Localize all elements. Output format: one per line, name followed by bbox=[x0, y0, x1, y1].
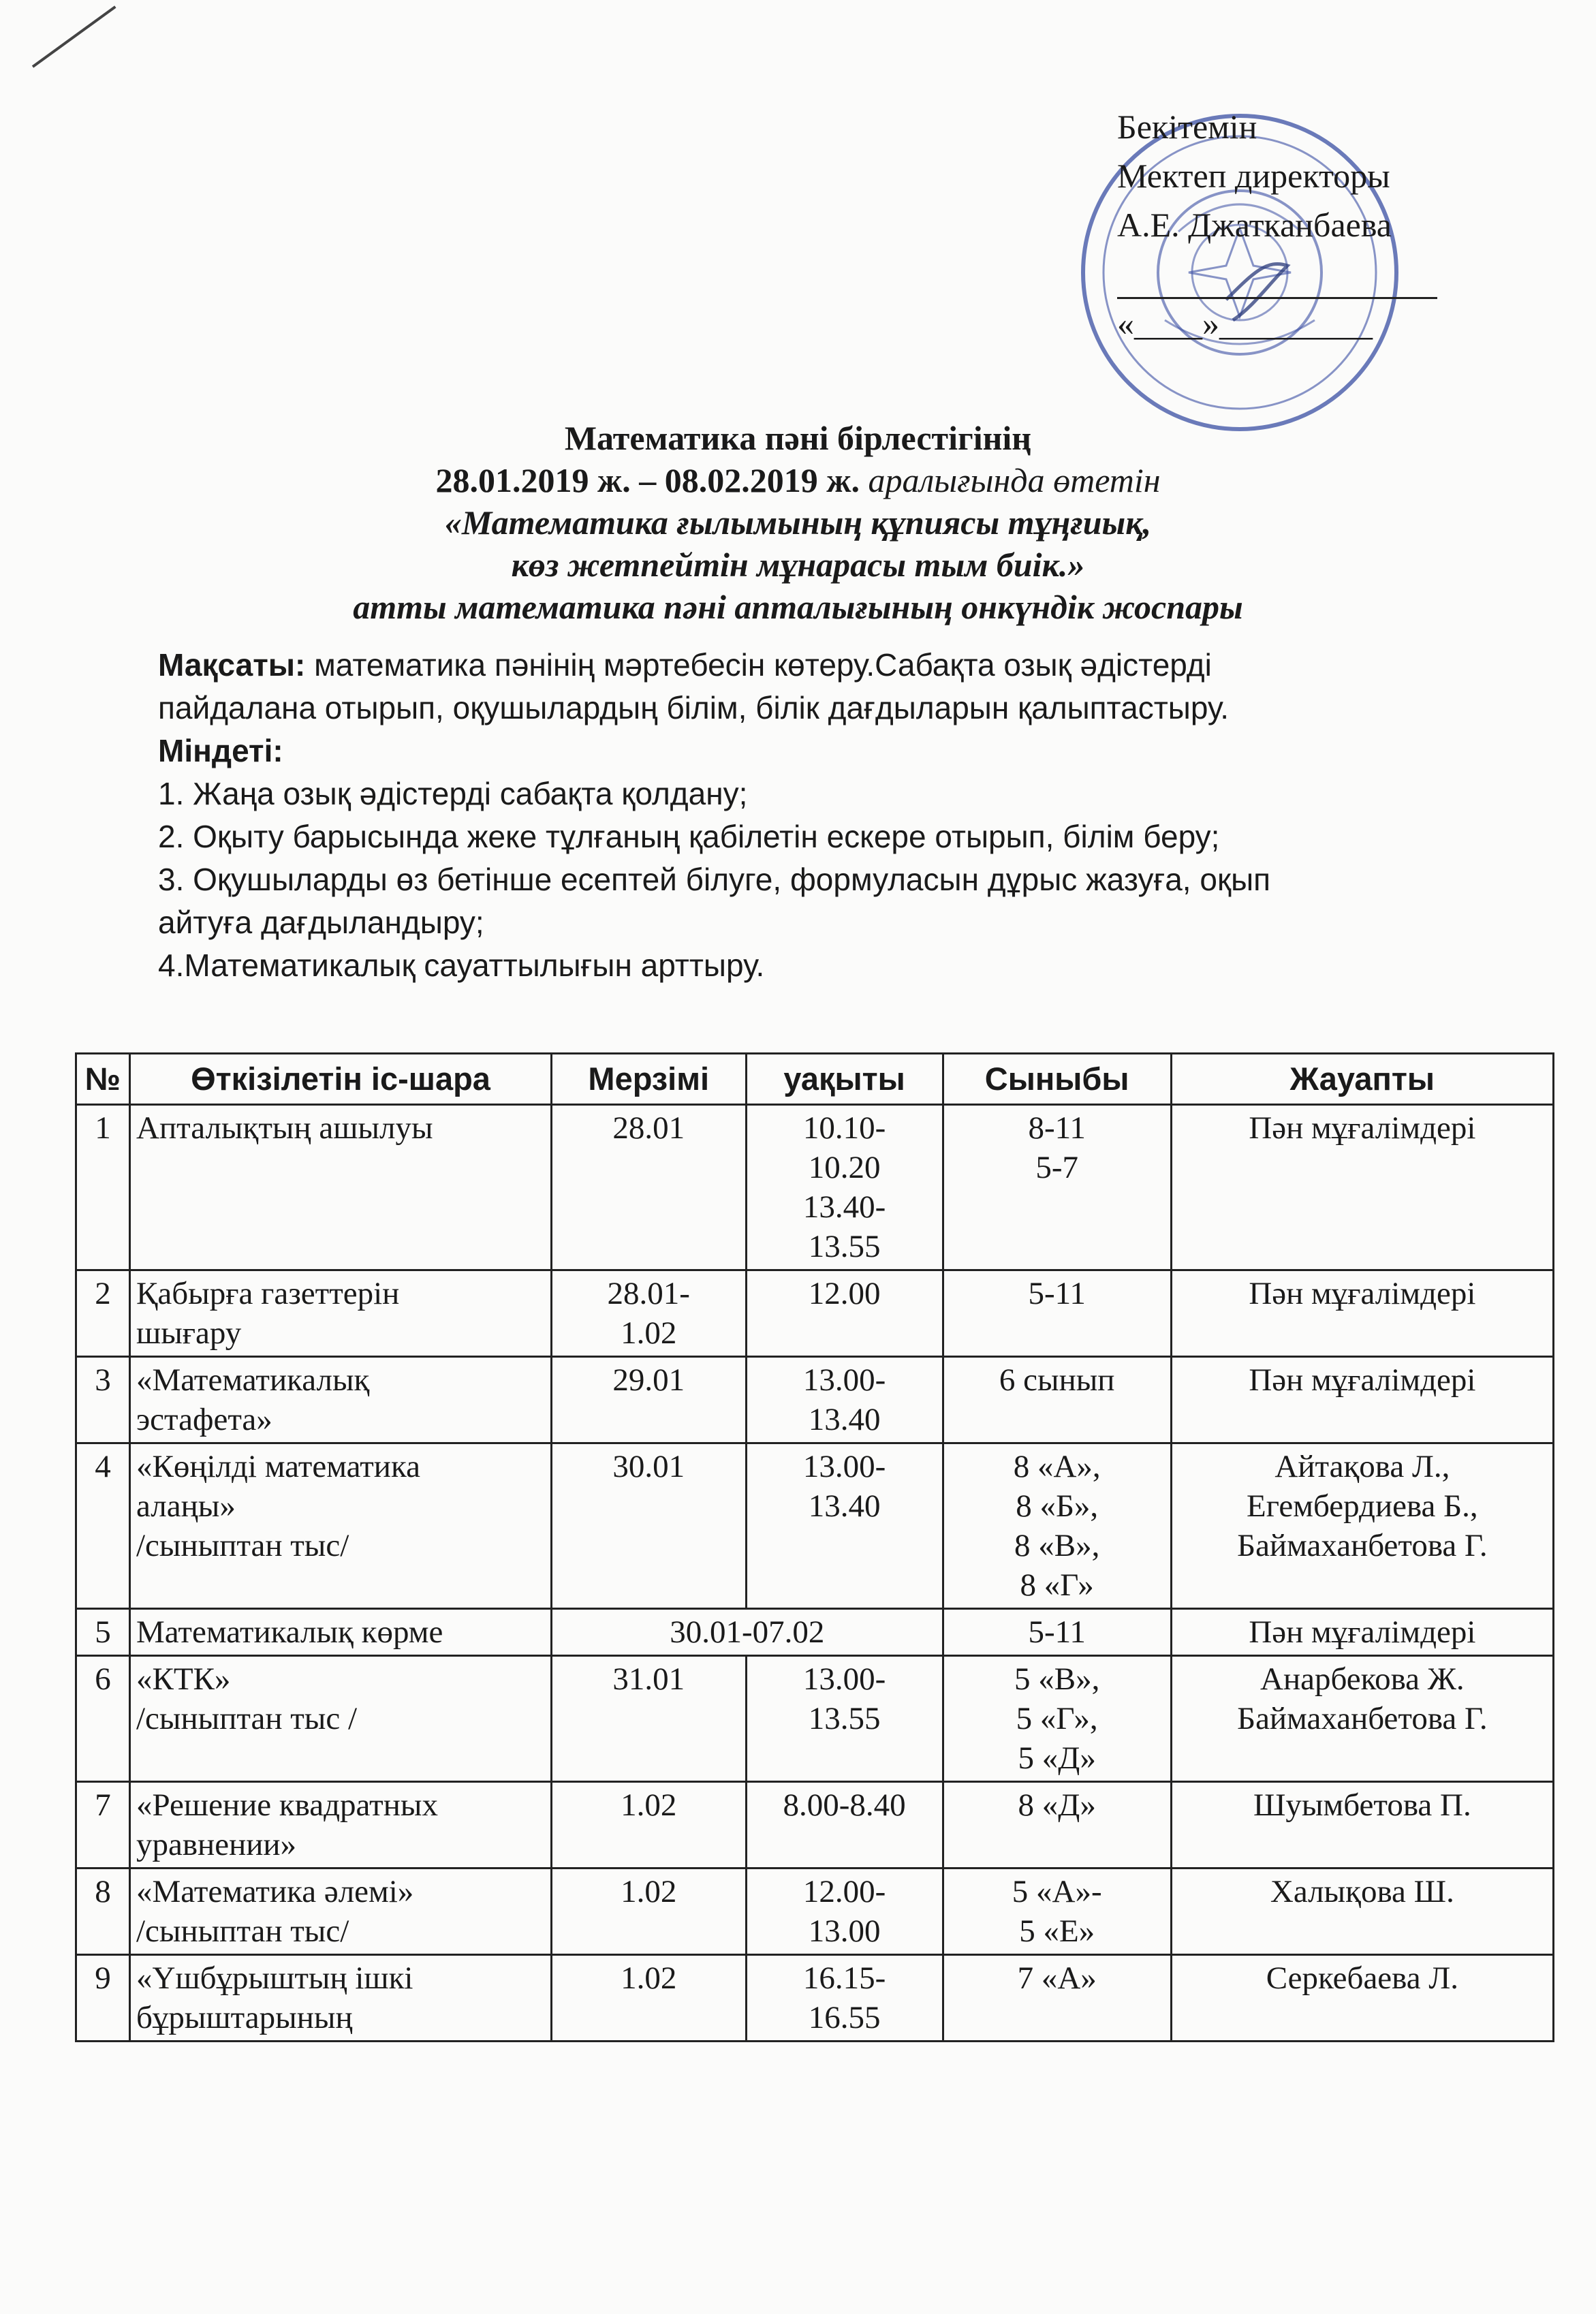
date-cell-line: 1.02 bbox=[621, 1960, 677, 1996]
row-number: 6 bbox=[76, 1656, 130, 1782]
table-row bbox=[76, 1609, 1554, 1656]
row-number: 3 bbox=[76, 1357, 130, 1443]
responsible-cell-line: Егембердиева Б., bbox=[1247, 1488, 1478, 1524]
time-cell-line: 8.00-8.40 bbox=[783, 1787, 906, 1823]
signature-line bbox=[1117, 249, 1437, 299]
task-item: 2. Оқыту барысында жеке тұлғаның қабілетін ескере отырып, білім беру; bbox=[158, 819, 1220, 854]
event-cell-line: Математикалық көрме bbox=[136, 1614, 443, 1650]
date-cell bbox=[552, 1105, 747, 1270]
heading-dates: 28.01.2019 ж. – 08.02.2019 ж. bbox=[435, 461, 860, 499]
event-cell bbox=[130, 1782, 552, 1869]
approval-block bbox=[1117, 102, 1437, 348]
time-cell bbox=[746, 1270, 943, 1357]
heading-quote-2: көз жетпейтін мұнарасы тым биік.» bbox=[511, 546, 1085, 584]
event-cell bbox=[130, 1609, 552, 1656]
table-row bbox=[76, 1656, 1554, 1782]
event-cell-line: бұрыштарының bbox=[136, 2000, 353, 2035]
event-cell-line: шығару bbox=[136, 1315, 242, 1351]
responsible-cell-line: Баймаханбетова Г. bbox=[1237, 1528, 1488, 1563]
responsible-cell bbox=[1171, 1105, 1553, 1270]
responsible-cell bbox=[1171, 1270, 1553, 1357]
row-number: 9 bbox=[76, 1955, 130, 2042]
row-number: 4 bbox=[76, 1443, 130, 1609]
class-cell-line: 5 «Е» bbox=[1019, 1913, 1095, 1949]
responsible-cell bbox=[1171, 1443, 1553, 1609]
class-cell bbox=[943, 1955, 1171, 2042]
class-cell-line: 7 «А» bbox=[1017, 1960, 1097, 1996]
date-cell-line: 31.01 bbox=[612, 1661, 685, 1697]
time-cell bbox=[746, 1869, 943, 1955]
event-cell-line: Апталықтың ашылуы bbox=[136, 1110, 433, 1146]
responsible-cell bbox=[1171, 1357, 1553, 1443]
task-item: айтуға дағдыландыру; bbox=[158, 905, 484, 940]
time-cell-line: 12.00- bbox=[802, 1874, 886, 1909]
class-cell-line: 8 «Б», bbox=[1016, 1488, 1099, 1524]
heading-quote-1: «Математика ғылымының құпиясы тұңғиық, bbox=[444, 503, 1152, 542]
approval-title: Бекітемін bbox=[1117, 108, 1257, 146]
class-cell-line: 8 «В», bbox=[1014, 1528, 1100, 1563]
date-cell-line: 1.02 bbox=[621, 1874, 677, 1909]
date-cell bbox=[552, 1270, 747, 1357]
task-item: 4.Математикалық сауаттылығын арттыру. bbox=[158, 948, 765, 983]
task-item: 3. Оқушыларды өз бетінше есептей білуге, формуласын дұрыс жазуға, оқып bbox=[158, 862, 1271, 897]
responsible-cell-line: Серкебаева Л. bbox=[1266, 1960, 1458, 1996]
date-cell bbox=[552, 1357, 747, 1443]
task-item: 1. Жаңа озық әдістерді сабақта қолдану; bbox=[158, 776, 748, 811]
document-heading bbox=[0, 417, 1596, 628]
class-cell-line: 5 «В», bbox=[1014, 1661, 1100, 1697]
date-cell-line: 1.02 bbox=[621, 1787, 677, 1823]
event-cell-line: уравнении» bbox=[136, 1827, 297, 1862]
responsible-cell-line: Пән мұғалімдері bbox=[1249, 1110, 1476, 1146]
responsible-cell-line: Пән мұғалімдері bbox=[1249, 1362, 1476, 1398]
events-table bbox=[75, 1052, 1554, 2042]
header-class: Сыныбы bbox=[943, 1054, 1171, 1105]
header-time: уақыты bbox=[746, 1054, 943, 1105]
approval-date: «____»_________ bbox=[1117, 304, 1373, 343]
row-number: 2 bbox=[76, 1270, 130, 1357]
responsible-cell bbox=[1171, 1609, 1553, 1656]
row-number: 8 bbox=[76, 1869, 130, 1955]
datetime-cell: 30.01-07.02 bbox=[552, 1609, 943, 1656]
table-row bbox=[76, 1869, 1554, 1955]
class-cell-line: 5 «А»- bbox=[1012, 1874, 1102, 1909]
class-cell-line: 5-7 bbox=[1035, 1150, 1079, 1185]
table-row bbox=[76, 1782, 1554, 1869]
table-row bbox=[76, 1443, 1554, 1609]
responsible-cell-line: Айтақова Л., bbox=[1274, 1449, 1450, 1484]
goal-line-1 bbox=[158, 644, 1452, 687]
responsible-cell-line: Пән мұғалімдері bbox=[1249, 1614, 1476, 1650]
row-number: 5 bbox=[76, 1609, 130, 1656]
responsible-cell bbox=[1171, 1782, 1553, 1869]
event-cell-line: /сыныптан тыс / bbox=[136, 1701, 358, 1736]
heading-line-5: атты математика пәні апталығының онкүндік жоспары bbox=[353, 588, 1243, 626]
class-cell-line: 6 сынып bbox=[999, 1362, 1115, 1398]
time-cell-line: 12.00 bbox=[808, 1276, 881, 1311]
row-number: 1 bbox=[76, 1105, 130, 1270]
time-cell-line: 13.00- bbox=[802, 1661, 886, 1697]
goals-section bbox=[158, 644, 1452, 987]
date-cell-line: 1.02 bbox=[621, 1315, 677, 1351]
responsible-cell bbox=[1171, 1869, 1553, 1955]
time-cell bbox=[746, 1782, 943, 1869]
approval-signer: А.Е. Джатканбаева bbox=[1117, 206, 1392, 244]
date-cell-line: 28.01- bbox=[607, 1276, 690, 1311]
class-cell-line: 5 «Д» bbox=[1018, 1740, 1096, 1776]
responsible-cell-line: Баймаханбетова Г. bbox=[1237, 1701, 1488, 1736]
time-cell-line: 10.20 bbox=[808, 1150, 881, 1185]
date-cell bbox=[552, 1782, 747, 1869]
scan-mark bbox=[32, 5, 116, 67]
event-cell-line: эстафета» bbox=[136, 1402, 272, 1437]
event-cell bbox=[130, 1656, 552, 1782]
approval-position: Мектеп директоры bbox=[1117, 157, 1390, 195]
time-cell bbox=[746, 1105, 943, 1270]
class-cell-line: 5-11 bbox=[1028, 1276, 1086, 1311]
event-cell-line: «Көңілді математика bbox=[136, 1449, 420, 1484]
class-cell-line: 5 «Г», bbox=[1016, 1701, 1098, 1736]
header-event: Өткізілетін іс-шара bbox=[130, 1054, 552, 1105]
table-body bbox=[76, 1105, 1554, 2042]
table-row bbox=[76, 1270, 1554, 1357]
responsible-cell-line: Халықова Ш. bbox=[1270, 1874, 1454, 1909]
class-cell bbox=[943, 1105, 1171, 1270]
event-cell-line: Қабырға газеттерін bbox=[136, 1276, 400, 1311]
class-cell-line: 8-11 bbox=[1028, 1110, 1086, 1146]
goal-text-1: математика пәнінің мәртебесін көтеру.Сабақта озық әдістерді bbox=[305, 647, 1212, 683]
row-number: 7 bbox=[76, 1782, 130, 1869]
time-cell-line: 13.55 bbox=[808, 1229, 881, 1264]
class-cell-line: 5-11 bbox=[1028, 1614, 1086, 1650]
time-cell-line: 13.40 bbox=[808, 1402, 881, 1437]
time-cell-line: 13.40- bbox=[802, 1189, 886, 1225]
responsible-cell-line: Пән мұғалімдері bbox=[1249, 1276, 1476, 1311]
event-cell-line: «Математикалық bbox=[136, 1362, 370, 1398]
heading-dates-line bbox=[0, 459, 1596, 501]
table-header-row bbox=[76, 1054, 1554, 1105]
time-cell-line: 13.00- bbox=[802, 1362, 886, 1398]
time-cell-line: 16.55 bbox=[808, 2000, 881, 2035]
event-cell bbox=[130, 1357, 552, 1443]
class-cell bbox=[943, 1443, 1171, 1609]
responsible-cell bbox=[1171, 1955, 1553, 2042]
class-cell bbox=[943, 1357, 1171, 1443]
event-cell bbox=[130, 1869, 552, 1955]
event-cell-line: алаңы» bbox=[136, 1488, 236, 1524]
header-num: № bbox=[76, 1054, 130, 1105]
time-cell-line: 16.15- bbox=[802, 1960, 886, 1996]
class-cell-line: 8 «Д» bbox=[1018, 1787, 1096, 1823]
heading-dates-suffix: аралығында өтетін bbox=[859, 461, 1161, 499]
responsible-cell-line: Анарбекова Ж. bbox=[1260, 1661, 1465, 1697]
class-cell-line: 8 «Г» bbox=[1020, 1567, 1094, 1603]
table-row bbox=[76, 1955, 1554, 2042]
event-cell bbox=[130, 1105, 552, 1270]
class-cell bbox=[943, 1782, 1171, 1869]
header-responsible: Жауапты bbox=[1171, 1054, 1553, 1105]
time-cell bbox=[746, 1443, 943, 1609]
class-cell bbox=[943, 1270, 1171, 1357]
header-date: Мерзімі bbox=[552, 1054, 747, 1105]
goal-label: Мақсаты: bbox=[158, 647, 306, 683]
event-cell-line: /сыныптан тыс/ bbox=[136, 1913, 349, 1949]
time-cell-line: 13.00 bbox=[808, 1913, 881, 1949]
date-cell-line: 30.01 bbox=[612, 1449, 685, 1484]
time-cell-line: 13.00- bbox=[802, 1449, 886, 1484]
table-row bbox=[76, 1357, 1554, 1443]
time-cell-line: 10.10- bbox=[802, 1110, 886, 1146]
event-cell-line: «КТК» bbox=[136, 1661, 231, 1697]
time-cell-line: 13.55 bbox=[808, 1701, 881, 1736]
event-cell bbox=[130, 1270, 552, 1357]
time-cell-line: 13.40 bbox=[808, 1488, 881, 1524]
class-cell bbox=[943, 1656, 1171, 1782]
class-cell bbox=[943, 1609, 1171, 1656]
date-cell bbox=[552, 1869, 747, 1955]
event-cell-line: «Решение квадратных bbox=[136, 1787, 438, 1823]
date-cell bbox=[552, 1656, 747, 1782]
class-cell bbox=[943, 1869, 1171, 1955]
event-cell-line: «Математика әлемі» bbox=[136, 1874, 414, 1909]
time-cell bbox=[746, 1955, 943, 2042]
event-cell-line: /сыныптан тыс/ bbox=[136, 1528, 349, 1563]
event-cell bbox=[130, 1443, 552, 1609]
responsible-cell bbox=[1171, 1656, 1553, 1782]
date-cell-line: 28.01 bbox=[612, 1110, 685, 1146]
date-cell bbox=[552, 1443, 747, 1609]
time-cell bbox=[746, 1656, 943, 1782]
class-cell-line: 8 «А», bbox=[1013, 1449, 1101, 1484]
goal-line-2: пайдалана отырып, оқушылардың білім, білік дағдыларын қалыптастыру. bbox=[158, 690, 1230, 725]
tasks-label: Міндеті: bbox=[158, 733, 283, 768]
heading-line-1: Математика пәні бірлестігінің bbox=[564, 419, 1032, 457]
event-cell-line: «Үшбұрыштың ішкі bbox=[136, 1960, 413, 1996]
responsible-cell-line: Шуымбетова П. bbox=[1253, 1787, 1471, 1823]
time-cell bbox=[746, 1357, 943, 1443]
date-cell bbox=[552, 1955, 747, 2042]
date-cell-line: 29.01 bbox=[612, 1362, 685, 1398]
event-cell bbox=[130, 1955, 552, 2042]
table-row bbox=[76, 1105, 1554, 1270]
